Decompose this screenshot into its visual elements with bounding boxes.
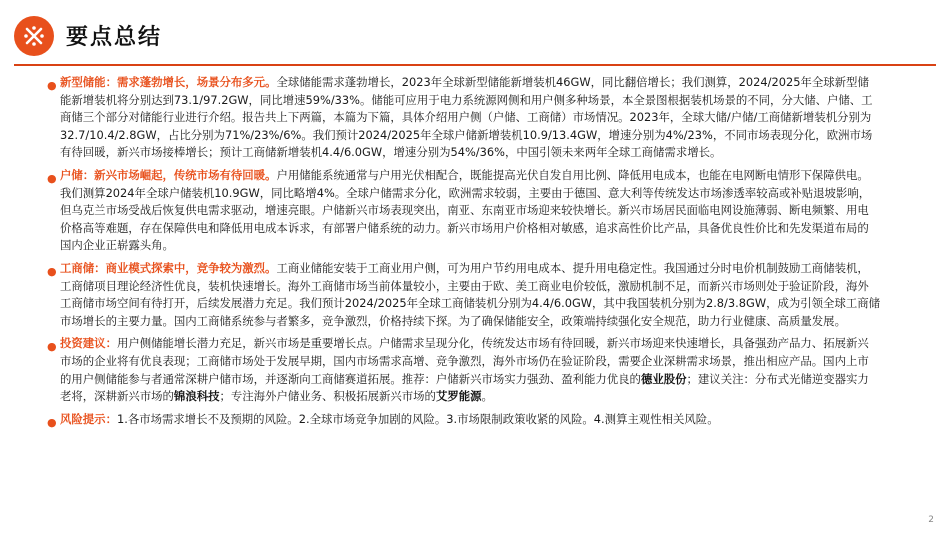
bullet-lead: 新型储能：需求蓬勃增长，场景分布多元。: [60, 75, 277, 89]
bullet-text: 用户侧储能增长潜力充足，新兴市场是重要增长点。户储需求呈现分化，传统发达市场有待回暖，新兴市场迎来快速增长，具备强劲产品力、拓展新兴市场的企业将有优良表现；工商储市场处于发展早期，国内市场需求高增、竞争激烈，海外市场仍在验证阶段，需要企业深耕需求场景，推出相应产品。国内上市的用户侧储能参与者通常深耕户储市场，并逐渐向工商储赛道拓展。推荐：户储新兴市场实力强劲、盈利能力优良的: [60, 336, 869, 386]
header-divider: [14, 64, 936, 66]
bullet-lead: 户储：新兴市场崛起，传统市场有待回暖。: [60, 167, 277, 182]
logo: [14, 16, 54, 56]
bullet-risk-warning: [47, 411, 880, 429]
bullet-lead: 工商储：商业模式探索中，竞争较为激烈。: [60, 260, 277, 275]
bullet-dot-icon: ●: [47, 171, 57, 185]
bullet-investment-advice: [47, 335, 880, 405]
bullet-dot-icon: ●: [47, 340, 57, 354]
bullet-dot-icon: ●: [47, 264, 57, 278]
bullet-lead: 风险提示：: [60, 411, 117, 426]
slide-header: [14, 14, 936, 62]
bullet-household-storage: [47, 167, 880, 255]
bullet-text: ；专注海外户储业务、积极拓展新兴市场的: [219, 389, 436, 404]
company-name: 德业股份: [640, 371, 687, 386]
bullet-lead: 投资建议：: [60, 336, 117, 351]
snowflake-asterisk-icon: [23, 25, 45, 47]
bullet-dot-icon: ●: [47, 79, 57, 92]
page-title: 要点总结: [66, 25, 163, 50]
bullet-text: 1.各市场需求增长不及预期的风险。2.全球市场竞争加剧的风险。3.市场限制政策收紧的风险。4.测算主观性相关风险。: [116, 411, 719, 426]
summary-body: [47, 74, 881, 433]
bullet-text: 全球储能需求蓬勃增长，2023年全球新型储能新增装机46GW，同比翻倍增长；我们测算，2024/2025年全球新型储能新增装机将分别达到73.1/97.2GW，同比增速59%/33%。储能可应用于电力系统源网侧和用户侧多种场景，本全景图根据装机场景的不同，分大储、户储、工商储三个部分对储能行业进行介绍。报告共上下两篇，本篇为下篇，具体介绍用户侧（户储、工商储）市场情况。2023年，全球大储/户储/工商储新增装机分别为32.7/10.4/2.8GW，占比分别为71%/23%/6%。我们预计2024/2025年全球户储新增装机10.9/13.4GW，增速分别为4%/23%，不同市场表现分化，欧洲市场有待回暖，新兴市场接棒增长；预计工商储新增装机4.4/6.0GW，增速分别为54%/36%，中国引领未来两年全球工商储需求增长。: [60, 75, 873, 160]
company-name: 锦浪科技: [173, 389, 220, 404]
bullet-text: ；建议关注：分布式光储逆变器实力老将，深耕新兴市场的: [60, 371, 869, 404]
page-number: 2: [928, 515, 934, 525]
bullet-new-energy-storage: [47, 74, 880, 162]
bullet-text: 工商业储能安装于工商业用户侧，可为用户节约用电成本、提升用电稳定性。我国通过分时电价机制鼓励工商储装机，工商储项目理论经济性优良，装机快速增长。海外工商储市场当前体量较小，主要由于欧、美工商业电价较低，激励机制不足，而新兴市场则处于验证阶段，海外工商储市场空间有待打开，后续发展潜力充足。我们预计2024/2025年全球工商储装机分别为4.4/6.0GW，其中我国装机分别为2.8/3.8GW，成为引领全球工商储市场增长的主要力量。国内工商储系统参与者繁多，竞争激烈，价格持续下探。为了确保储能安全，政策端持续强化安全规范，助力行业健康、高质量发展。: [60, 260, 881, 328]
bullet-dot-icon: ●: [47, 415, 57, 429]
bullet-text: 户用储能系统通常与户用光伏相配合，既能提高光伏自发自用比例、降低用电成本，也能在电网断电情形下保障供电。我们测算2024年全球户储装机10.9GW，同比略增4%。全球户储需求分化，欧洲需求较弱，主要由于德国、意大利等传统发达市场渗透率较高或补贴退坡影响，但乌克兰市场受战后恢复供电需求驱动，增速亮眼。户储新兴市场表现突出，南亚、东南亚市场迎来较快增长。新兴市场居民面临电网设施薄弱、断电频繁、用电价格高等难题，存在保障供电和降低用电成本诉求，有部署户储系统的动力。新兴市场用户价格相对敏感，追求高性价比产品，具备优良性价比和先发渠道布局的国内企业正崭露头角。: [60, 167, 871, 253]
bullet-text: 。: [481, 389, 493, 404]
bullet-commercial-storage: [47, 260, 881, 330]
company-name: 艾罗能源: [435, 389, 482, 404]
